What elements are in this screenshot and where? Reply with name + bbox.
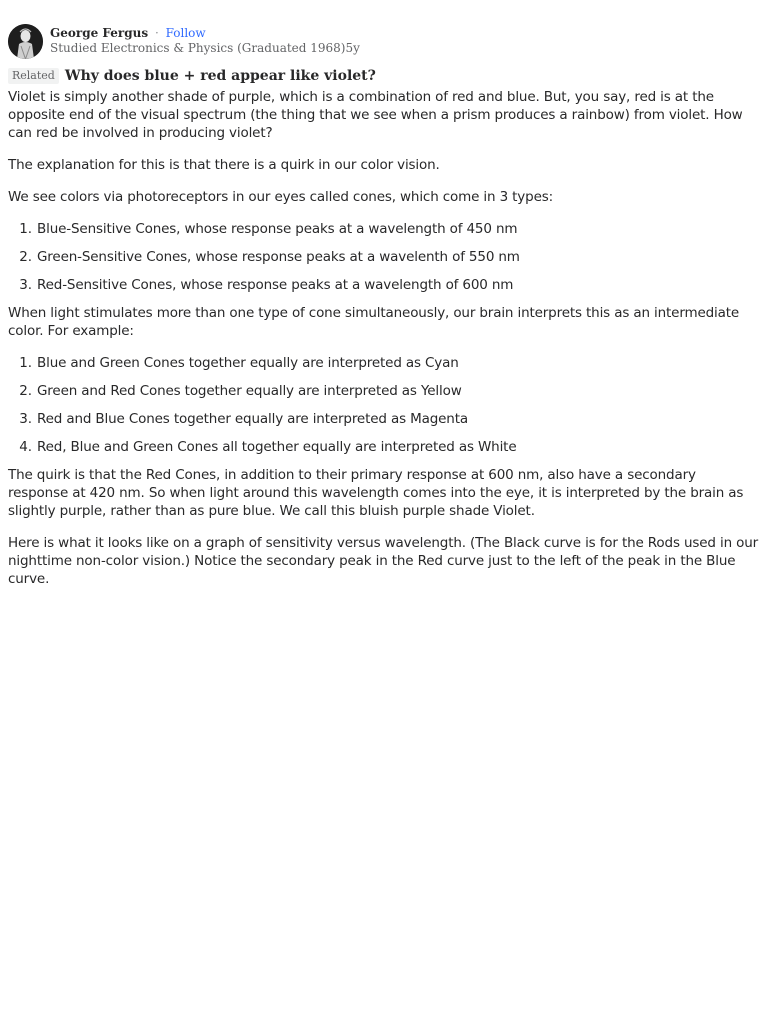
list-item: 2. Green-Sensitive Cones, whose response peaks at a wavelenth of 550 nm (36, 248, 760, 266)
answer-body (8, 88, 760, 588)
list-item: 4. Red, Blue and Green Cones all together equally are interpreted as White (36, 438, 760, 456)
list-item: 3. Red and Blue Cones together equally are interpreted as Magenta (36, 410, 760, 428)
answer-paragraph: Violet is simply another shade of purple, which is a combination of red and blue. But, you say, red is at the opposite end of the visual spectrum (the thing that we see when a prism produces a rainbow) from violet. How can red be involved in producing violet? (8, 89, 743, 141)
answer-paragraph: The quirk is that the Red Cones, in addition to their primary response at 600 nm, also have a secondary response at 420 nm. So when light around this wavelength comes into the eye, it is interpreted by the brain as slightly purple, rather than as pure blue. We call this bluish purple shade Violet. (8, 467, 744, 519)
follow-button[interactable]: Follow (165, 26, 206, 40)
author-name[interactable]: George Fergus (50, 26, 149, 40)
statue-portrait-icon (8, 24, 43, 59)
answer-paragraph: Here is what it looks like on a graph of sensitivity versus wavelength. (The Black curve is for the Rods used in our nighttime non-color vision.) Notice the secondary peak in the Red curve just to the left of the peak in the Blue curve. (8, 535, 759, 587)
author-info (50, 26, 360, 56)
answer-paragraph: The explanation for this is that there is a quirk in our color vision. (8, 157, 440, 173)
related-question (8, 68, 760, 84)
separator-dot: · (154, 26, 159, 40)
related-badge: Related (8, 68, 59, 84)
list-item: 2. Green and Red Cones together equally are interpreted as Yellow (36, 382, 760, 400)
question-title[interactable]: Why does blue + red appear like violet? (64, 68, 376, 84)
author-credential: Studied Electronics & Physics (Graduated 1968)5y (50, 41, 360, 55)
list-item: 3. Red-Sensitive Cones, whose response peaks at a wavelength of 600 nm (36, 276, 760, 294)
cone-types-list (8, 220, 760, 294)
avatar[interactable] (8, 24, 43, 59)
list-item: 1. Blue and Green Cones together equally are interpreted as Cyan (36, 354, 760, 372)
answer-paragraph: When light stimulates more than one type of cone simultaneously, our brain interprets this as an intermediate color. For example: (8, 305, 740, 339)
answer-paragraph: We see colors via photoreceptors in our eyes called cones, which come in 3 types: (8, 189, 554, 205)
color-combinations-list (8, 354, 760, 456)
author-header (8, 24, 760, 58)
list-item: 1. Blue-Sensitive Cones, whose response peaks at a wavelength of 450 nm (36, 220, 760, 238)
